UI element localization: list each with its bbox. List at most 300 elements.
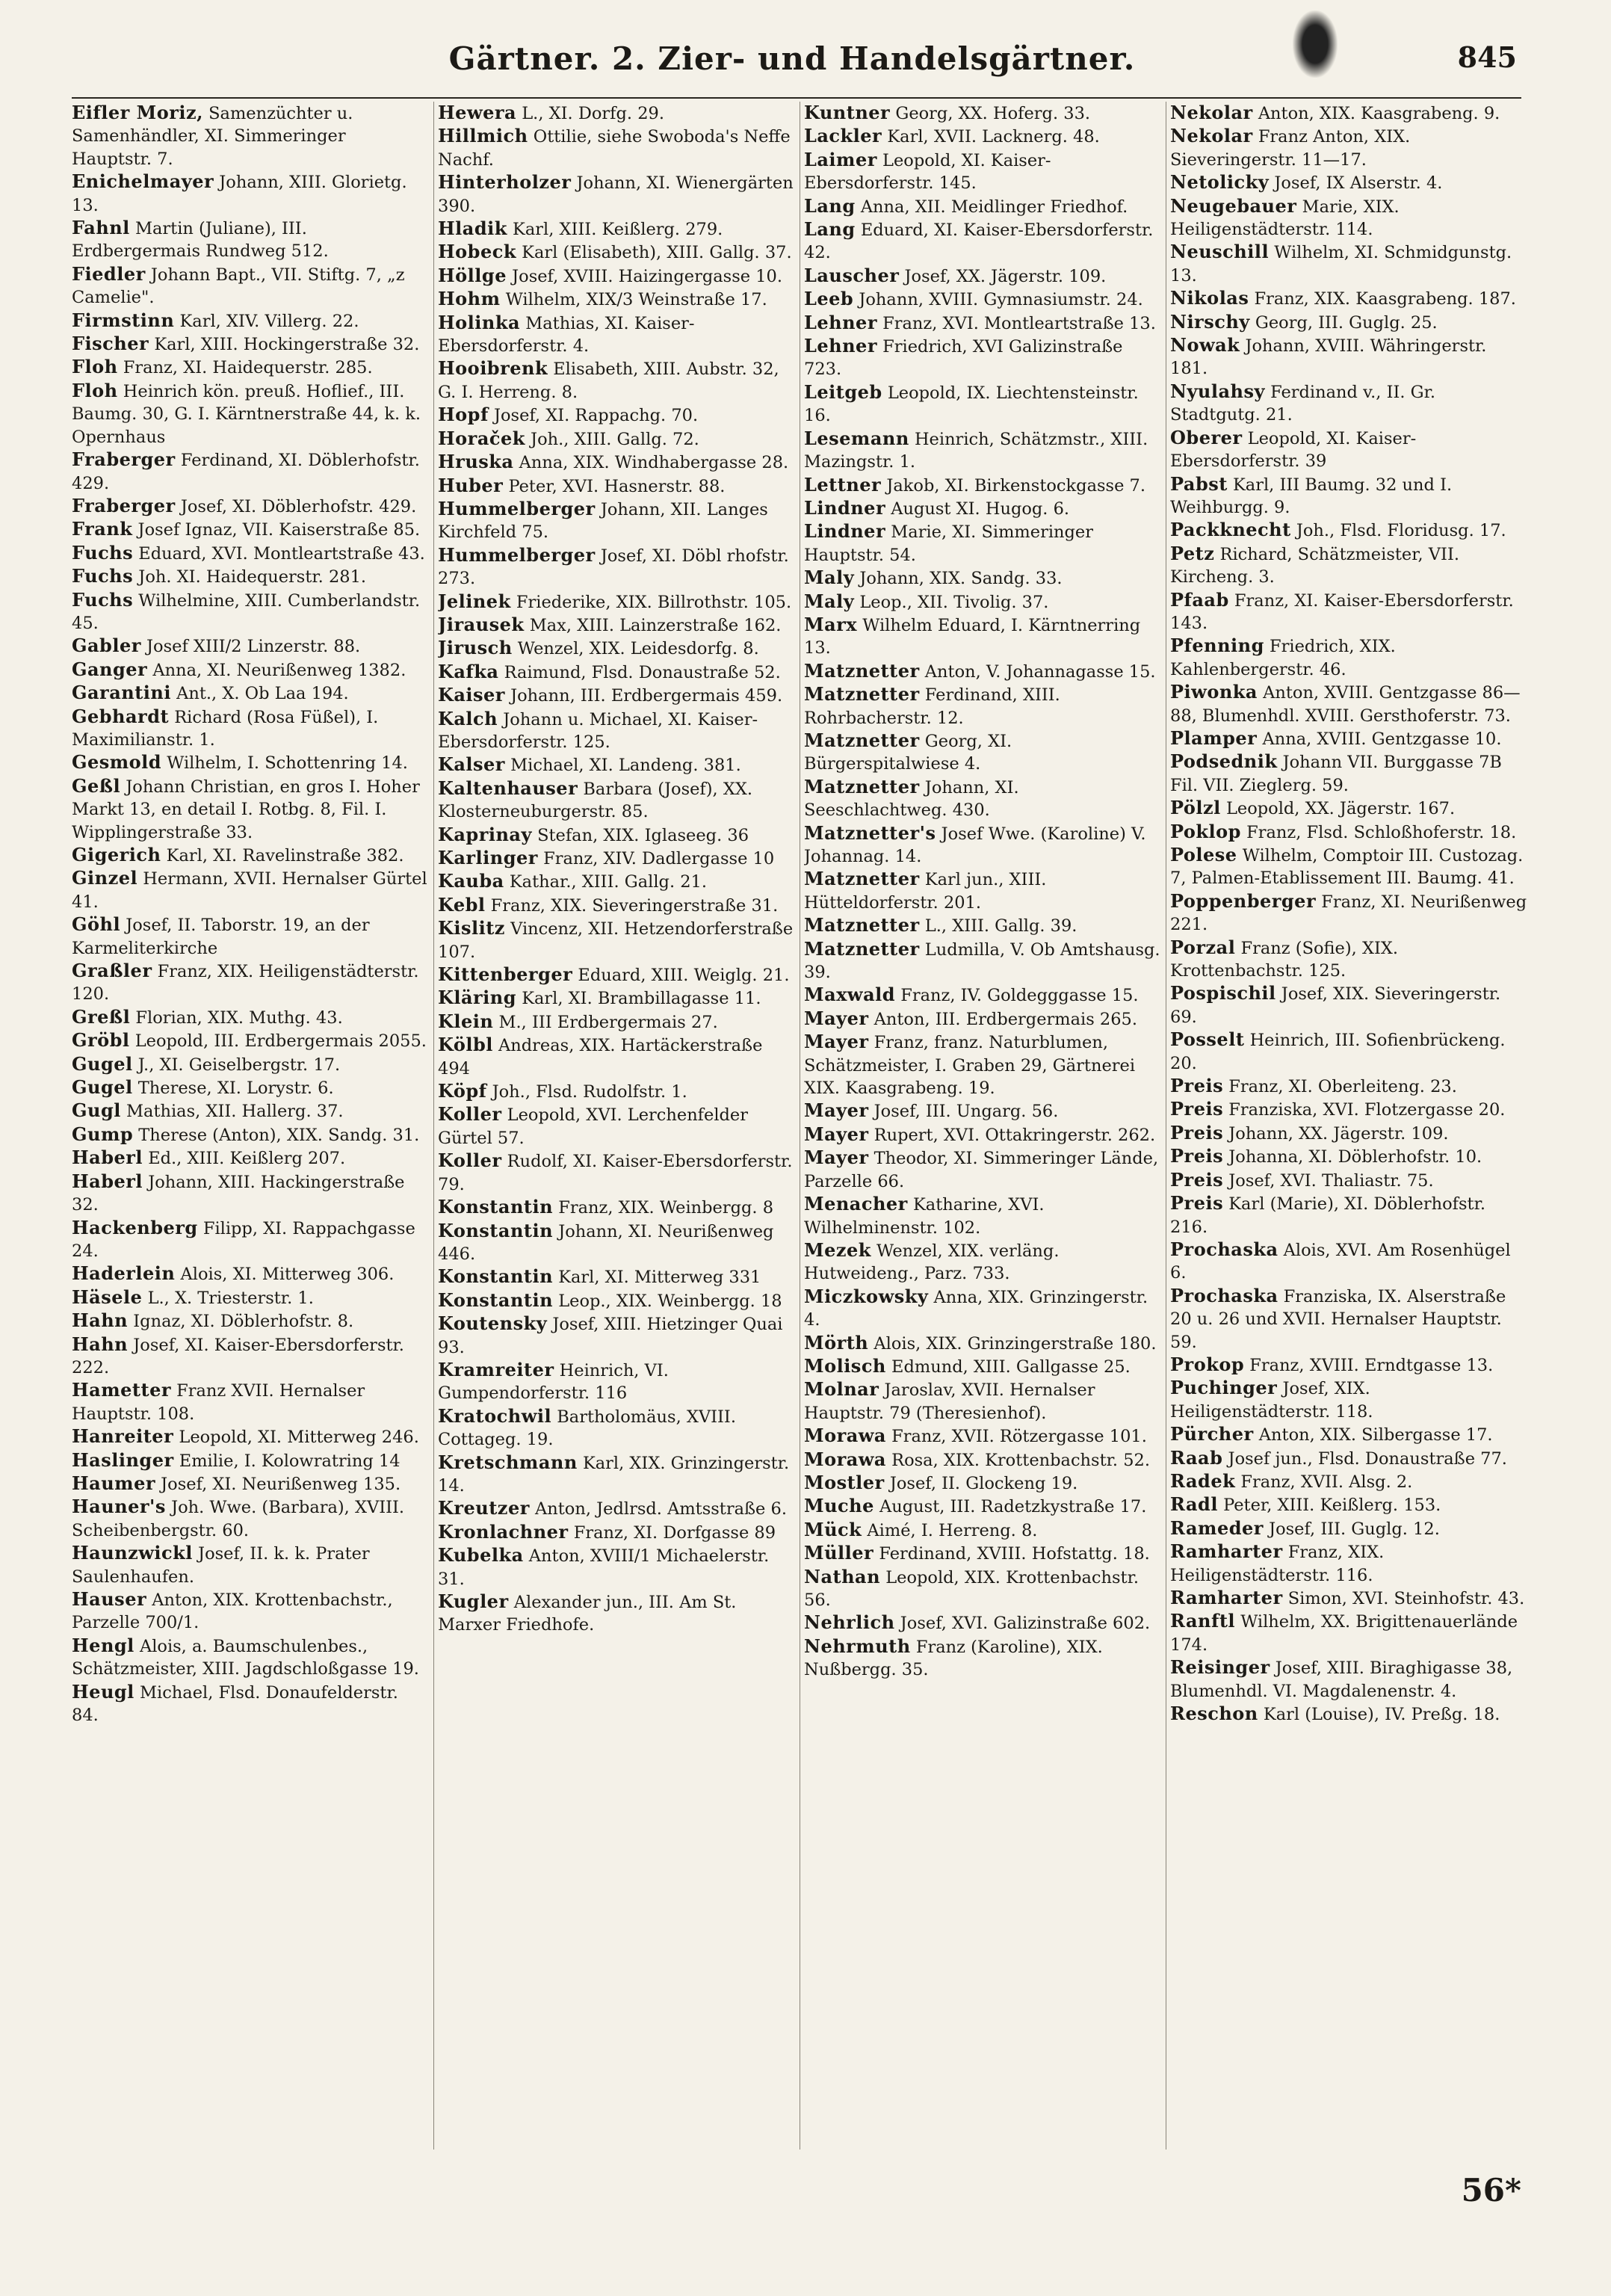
entry-name: Preis bbox=[1170, 1075, 1224, 1097]
directory-entry bbox=[438, 963, 795, 987]
directory-entry bbox=[804, 1519, 1161, 1542]
directory-entry bbox=[1170, 427, 1527, 473]
entry-details: Franz, XVI. Montleartstraße 13. bbox=[882, 313, 1156, 333]
entry-name: Fuchs bbox=[72, 588, 134, 611]
entry-name: Hruska bbox=[438, 451, 514, 473]
entry-details: Anna, XI. Neurißenweg 1382. bbox=[152, 660, 406, 680]
entry-name: Kretschmann bbox=[438, 1451, 578, 1473]
entry-name: Mezek bbox=[804, 1238, 871, 1261]
directory-entry bbox=[1170, 1028, 1527, 1075]
entry-details: Franz, XVII. Alsg. 2. bbox=[1240, 1472, 1413, 1492]
entry-name: Enichelmayer bbox=[72, 170, 214, 193]
entry-name: Mostler bbox=[804, 1471, 885, 1493]
entry-name: Petz bbox=[1170, 542, 1215, 564]
entry-details: Josef, XVI. Galizinstraße 602. bbox=[900, 1614, 1151, 1634]
entry-name: Hahn bbox=[72, 1333, 129, 1355]
entry-details: Johann, XI. Seeschlachtweg. 430. bbox=[804, 777, 1019, 821]
entry-details: Elisabeth, XIII. Aubstr. 32, G. I. Herreng. 8. bbox=[438, 359, 779, 402]
directory-entry bbox=[804, 1635, 1161, 1682]
entry-name: Prokop bbox=[1170, 1353, 1245, 1375]
entry-name: Pabst bbox=[1170, 472, 1228, 495]
entry-name: Konstantin bbox=[438, 1196, 554, 1218]
entry-name: Reisinger bbox=[1170, 1656, 1270, 1679]
entry-name: Kaltenhauser bbox=[438, 777, 578, 799]
entry-name: Netolicky bbox=[1170, 171, 1270, 194]
entry-details: Alois, XVI. Am Rosenhügel 6. bbox=[1170, 1240, 1511, 1283]
entry-name: Menacher bbox=[804, 1193, 908, 1215]
entry-details: Josef, XVI. Thaliastr. 75. bbox=[1228, 1170, 1434, 1191]
directory-entry bbox=[438, 451, 795, 474]
directory-entry bbox=[438, 1312, 795, 1359]
entry-name: Lackler bbox=[804, 125, 882, 147]
entry-details: Max, XIII. Lainzerstraße 162. bbox=[529, 615, 782, 635]
entry-name: Preis bbox=[1170, 1098, 1224, 1120]
directory-entry bbox=[438, 1034, 795, 1080]
directory-entry bbox=[438, 777, 795, 824]
directory-entry bbox=[438, 590, 795, 614]
directory-entry bbox=[438, 1451, 795, 1498]
directory-entry bbox=[804, 567, 1161, 590]
directory-entry bbox=[1170, 1238, 1527, 1285]
directory-entry bbox=[438, 1265, 795, 1289]
entry-details: Franz, XVII. Rötzergasse 101. bbox=[891, 1427, 1147, 1447]
entry-name: Eifler Moriz, bbox=[72, 102, 203, 123]
directory-entry bbox=[1170, 936, 1527, 983]
directory-entry bbox=[438, 1220, 795, 1266]
entry-name: Kubelka bbox=[438, 1544, 524, 1567]
page-title: Gärtner. 2. Zier- und Handelsgärtner. bbox=[448, 40, 1136, 77]
directory-entry bbox=[72, 1170, 429, 1217]
directory-entry bbox=[72, 867, 429, 913]
entry-details: Wilhelm, XIX/3 Weinstraße 17. bbox=[505, 290, 767, 310]
entry-name: Horaček bbox=[438, 427, 525, 449]
entry-details: Kathar., XIII. Gallg. 21. bbox=[509, 872, 708, 892]
entry-name: Mayer bbox=[804, 1099, 869, 1122]
directory-entry bbox=[804, 984, 1161, 1007]
directory-entry bbox=[1170, 1470, 1527, 1493]
directory-entry bbox=[72, 913, 429, 960]
entry-name: Kittenberger bbox=[438, 963, 573, 986]
directory-entry bbox=[804, 1193, 1161, 1239]
entry-details: Friedrich, XIX. Kahlenbergerstr. 46. bbox=[1170, 637, 1396, 679]
entry-name: Floh bbox=[72, 356, 118, 378]
entry-name: Gebhardt bbox=[72, 705, 170, 727]
entry-details: Franziska, IX. Alserstraße 20 u. 26 und XVII. Hernalser Hauptstr. 59. bbox=[1170, 1286, 1506, 1352]
entry-details: Josef, III. Guglg. 12. bbox=[1269, 1519, 1440, 1539]
column-divider bbox=[433, 102, 434, 2150]
directory-entry bbox=[804, 312, 1161, 335]
entry-details: Friedrich, XVI Galizinstraße 723. bbox=[804, 337, 1123, 380]
entry-name: Lehner bbox=[804, 311, 877, 333]
entry-name: Holinka bbox=[438, 311, 521, 333]
entry-details: Anna, XII. Meidlinger Friedhof. bbox=[860, 197, 1128, 217]
entry-details: Alois, XIX. Grinzingerstraße 180. bbox=[873, 1333, 1157, 1354]
entry-name: Kuntner bbox=[804, 102, 891, 123]
directory-entry bbox=[804, 1355, 1161, 1378]
entry-name: Lettner bbox=[804, 473, 882, 496]
directory-entry bbox=[438, 1590, 795, 1637]
directory-entry bbox=[438, 288, 795, 311]
entry-name: Gugel bbox=[72, 1052, 133, 1075]
entry-name: Prochaska bbox=[1170, 1238, 1278, 1260]
entry-name: Hametter bbox=[72, 1379, 171, 1401]
entry-details: Franz, XIX. Kaasgrabeng. 187. bbox=[1254, 289, 1516, 309]
directory-entry bbox=[1170, 1447, 1527, 1470]
entry-details: Alois, XI. Mitterweg 306. bbox=[180, 1265, 395, 1285]
directory-entry bbox=[438, 987, 795, 1010]
directory-entry bbox=[1170, 1377, 1527, 1423]
entry-name: Podsednik bbox=[1170, 750, 1278, 773]
directory-entry bbox=[1170, 171, 1527, 194]
entry-name: Fischer bbox=[72, 333, 149, 355]
entry-name: Haumer bbox=[72, 1472, 155, 1494]
entry-details: Eduard, XI. Kaiser-Ebersdorferstr. 42. bbox=[804, 220, 1154, 263]
entry-name: Matznetter bbox=[804, 868, 920, 890]
directory-entry bbox=[804, 1472, 1161, 1495]
entry-name: Leitgeb bbox=[804, 380, 882, 403]
entry-name: Nathan bbox=[804, 1565, 881, 1587]
entry-name: Pürcher bbox=[1170, 1423, 1254, 1445]
directory-entry bbox=[438, 428, 795, 451]
directory-entry bbox=[72, 1425, 429, 1448]
entry-name: Leeb bbox=[804, 288, 854, 310]
entry-name: Haberl bbox=[72, 1147, 143, 1169]
directory-entry bbox=[72, 217, 429, 263]
entry-name: Gigerich bbox=[72, 844, 161, 865]
entry-name: Hinterholzer bbox=[438, 171, 572, 194]
directory-entry bbox=[1170, 1285, 1527, 1354]
directory-entry bbox=[72, 706, 429, 752]
entry-details: Anton, XVIII/1 Michaelerstr. 31. bbox=[438, 1546, 770, 1589]
entry-name: Karlinger bbox=[438, 847, 538, 868]
directory-entry bbox=[804, 335, 1161, 381]
entry-name: Kugler bbox=[438, 1590, 509, 1612]
directory-entry bbox=[438, 1521, 795, 1544]
entry-details: Ferdinand, XIII. Rohrbacherstr. 12. bbox=[804, 685, 1060, 728]
entry-details: Josef, XI. Neurißenweg 135. bbox=[161, 1474, 401, 1494]
directory-entry bbox=[438, 847, 795, 870]
entry-details: L., XIII. Gallg. 39. bbox=[924, 916, 1077, 936]
entry-details: Therese (Anton), XIX. Sandg. 31. bbox=[138, 1125, 420, 1145]
entry-name: Höllge bbox=[438, 264, 507, 286]
entry-name: Hobeck bbox=[438, 241, 516, 263]
entry-details: J., XI. Geiselbergstr. 17. bbox=[137, 1055, 341, 1075]
entry-details: Michael, XI. Landeng. 381. bbox=[510, 756, 741, 776]
entry-details: Wenzel, XIX. Leidesdorfg. 8. bbox=[517, 639, 759, 659]
entry-name: Gugl bbox=[72, 1099, 121, 1122]
entry-details: Ignaz, XI. Döblerhofstr. 8. bbox=[133, 1312, 354, 1332]
entry-details: Josef, XVIII. Haizingergasse 10. bbox=[512, 266, 783, 286]
directory-entry bbox=[72, 356, 429, 379]
entry-name: Nyulahsy bbox=[1170, 380, 1265, 402]
entry-details: Johann, XI. Neurißenweg 446. bbox=[438, 1221, 774, 1264]
directory-entry bbox=[72, 1309, 429, 1333]
entry-name: Matznetter bbox=[804, 775, 920, 797]
entry-name: Prochaska bbox=[1170, 1284, 1278, 1306]
entry-name: Lindner bbox=[804, 496, 886, 519]
entry-name: Nehrlich bbox=[804, 1611, 895, 1634]
directory-columns bbox=[72, 102, 1527, 2150]
entry-details: Marie, XI. Simmeringer Hauptstr. 54. bbox=[804, 522, 1093, 565]
directory-entry bbox=[1170, 241, 1527, 287]
entry-name: Pfenning bbox=[1170, 635, 1264, 657]
directory-entry bbox=[438, 171, 795, 217]
entry-details: Wenzel, XIX. verläng. Hutweideng., Parz. 733. bbox=[804, 1241, 1060, 1284]
entry-name: Preis bbox=[1170, 1121, 1224, 1144]
directory-entry bbox=[438, 357, 795, 404]
directory-entry bbox=[804, 868, 1161, 914]
directory-entry bbox=[804, 1031, 1161, 1099]
entry-details: Marie, XIX. Heiligenstädterstr. 114. bbox=[1170, 197, 1400, 240]
directory-entry bbox=[438, 1405, 795, 1451]
entry-details: Karl (Louise), IV. Preßg. 18. bbox=[1263, 1705, 1500, 1725]
entry-details: Franz, XI. Haidequerstr. 285. bbox=[123, 358, 373, 378]
directory-entry bbox=[804, 1425, 1161, 1448]
entry-details: Joh., XIII. Gallg. 72. bbox=[531, 429, 699, 449]
entry-details: August, III. Radetzkystraße 17. bbox=[879, 1497, 1147, 1517]
entry-details: Anton, XVIII. Gentzgasse 86—88, Blumenhdl. XVIII. Gersthoferstr. 73. bbox=[1170, 683, 1521, 726]
entry-details: Franz, franz. Naturblumen, Schätzmeister, I. Graben 29, Gärtnerei XIX. Kaasgrabeng. 19. bbox=[804, 1033, 1136, 1099]
entry-details: Anton, XIX. Kaasgrabeng. 9. bbox=[1258, 104, 1500, 123]
entry-details: Jaroslav, XVII. Hernalser Hauptstr. 79 (Theresienhof). bbox=[804, 1380, 1095, 1423]
entry-name: Fuchs bbox=[72, 541, 134, 564]
entry-details: L., XI. Dorfg. 29. bbox=[522, 104, 665, 123]
entry-details: Hermann, XVII. Hernalser Gürtel 41. bbox=[72, 869, 427, 912]
entry-name: Kaprinay bbox=[438, 823, 532, 845]
entry-name: Hummelberger bbox=[438, 497, 596, 519]
entry-name: Hillmich bbox=[438, 125, 528, 147]
directory-entry bbox=[1170, 681, 1527, 727]
entry-name: Kramreiter bbox=[438, 1358, 554, 1380]
directory-entry bbox=[1170, 1354, 1527, 1377]
directory-entry bbox=[438, 498, 795, 544]
entry-details: Stefan, XIX. Iglaseeg. 36 bbox=[537, 825, 749, 845]
entry-name: Lesemann bbox=[804, 427, 909, 449]
entry-name: Kreutzer bbox=[438, 1497, 530, 1519]
entry-name: Kläring bbox=[438, 987, 517, 1009]
entry-details: Leop., XIX. Weinbergg. 18 bbox=[558, 1291, 782, 1311]
directory-entry bbox=[438, 1149, 795, 1196]
directory-entry bbox=[438, 708, 795, 754]
entry-name: Graßler bbox=[72, 960, 152, 982]
directory-entry bbox=[72, 542, 429, 565]
directory-entry bbox=[438, 1289, 795, 1312]
directory-entry bbox=[1170, 750, 1527, 797]
directory-entry bbox=[72, 1379, 429, 1425]
directory-entry bbox=[804, 729, 1161, 776]
directory-entry bbox=[804, 1007, 1161, 1031]
directory-entry bbox=[1170, 519, 1527, 542]
directory-entry bbox=[1170, 543, 1527, 589]
entry-name: Nekolar bbox=[1170, 125, 1253, 147]
entry-details: Josef XIII/2 Linzerstr. 88. bbox=[146, 637, 361, 657]
directory-entry bbox=[72, 658, 429, 682]
entry-name: Hewera bbox=[438, 102, 517, 123]
directory-entry bbox=[804, 1611, 1161, 1635]
directory-entry bbox=[1170, 890, 1527, 936]
entry-details: Josef, II. k. k. Prater Saulenhaufen. bbox=[72, 1544, 370, 1587]
entry-name: Morawa bbox=[804, 1425, 886, 1447]
entry-details: Johann u. Michael, XI. Kaiser-Ebersdorferstr. 125. bbox=[438, 709, 758, 752]
entry-details: Leopold, III. Erdbergermais 2055. bbox=[134, 1031, 427, 1052]
entry-details: Rosa, XIX. Krottenbachstr. 52. bbox=[891, 1450, 1150, 1470]
entry-name: Hopf bbox=[438, 404, 489, 426]
directory-entry bbox=[438, 475, 795, 498]
entry-details: Joh., Flsd. Floridusg. 17. bbox=[1296, 521, 1506, 541]
directory-entry bbox=[804, 474, 1161, 497]
directory-entry bbox=[72, 960, 429, 1006]
directory-entry bbox=[1170, 1610, 1527, 1656]
entry-name: Pfaab bbox=[1170, 588, 1229, 611]
entry-name: Köpf bbox=[438, 1080, 487, 1102]
directory-entry bbox=[1170, 1493, 1527, 1516]
entry-name: Kebl bbox=[438, 893, 486, 916]
entry-details: Leopold, XIX. Krottenbachstr. 56. bbox=[804, 1567, 1140, 1610]
entry-name: Fahnl bbox=[72, 217, 130, 239]
directory-entry bbox=[1170, 1122, 1527, 1145]
entry-name: Jirusch bbox=[438, 637, 513, 659]
entry-details: M., III Erdbergermais 27. bbox=[498, 1012, 718, 1032]
entry-name: Kislitz bbox=[438, 917, 505, 939]
entry-name: Kratochwil bbox=[438, 1404, 552, 1427]
entry-details: Josef Wwe. (Karoline) V. Johannag. 14. bbox=[804, 824, 1146, 866]
entry-details: Alois, a. Baumschulenbes., Schätzmeister, XIII. Jagdschloßgasse 19. bbox=[72, 1636, 419, 1679]
directory-entry bbox=[1170, 1423, 1527, 1446]
entry-name: Floh bbox=[72, 379, 118, 401]
entry-name: Konstantin bbox=[438, 1265, 554, 1288]
entry-details: Anna, XIX. Grinzingerstr. 4. bbox=[804, 1287, 1148, 1330]
directory-entry bbox=[72, 1262, 429, 1286]
entry-details: Johann, XI. Wienergärten 390. bbox=[438, 173, 794, 216]
directory-entry bbox=[1170, 635, 1527, 681]
entry-name: Haslinger bbox=[72, 1448, 174, 1471]
entry-details: Richard, Schätzmeister, VII. Kircheng. 3. bbox=[1170, 544, 1459, 587]
entry-details: Franz, XIX. Heiligenstädterstr. 116. bbox=[1170, 1543, 1385, 1585]
entry-name: Garantini bbox=[72, 682, 171, 704]
directory-entry bbox=[438, 125, 795, 171]
entry-name: Puchinger bbox=[1170, 1377, 1278, 1399]
entry-name: Koutensky bbox=[438, 1312, 548, 1335]
entry-details: Leopold, XVI. Lerchenfelder Gürtel 57. bbox=[438, 1105, 748, 1148]
directory-entry bbox=[1170, 821, 1527, 844]
entry-details: Franz (Sofie), XIX. Krottenbachstr. 125. bbox=[1170, 938, 1399, 981]
directory-entry bbox=[438, 1544, 795, 1590]
entry-details: Karl, XIV. Villerg. 22. bbox=[179, 311, 359, 331]
entry-details: Eduard, XVI. Montleartstraße 43. bbox=[138, 543, 425, 564]
entry-name: Hummelberger bbox=[438, 543, 596, 566]
directory-entry bbox=[72, 1681, 429, 1727]
entry-name: Maly bbox=[804, 590, 855, 612]
directory-entry bbox=[804, 1448, 1161, 1472]
entry-details: Josef, XX. Jägerstr. 109. bbox=[904, 266, 1107, 286]
directory-entry bbox=[72, 1286, 429, 1309]
entry-name: Gröbl bbox=[72, 1029, 130, 1052]
entry-name: Poppenberger bbox=[1170, 889, 1317, 912]
entry-name: Mayer bbox=[804, 1147, 869, 1169]
entry-name: Hengl bbox=[72, 1634, 134, 1656]
entry-details: Josef, II. Glockeng 19. bbox=[889, 1473, 1078, 1493]
directory-entry bbox=[72, 1076, 429, 1099]
entry-details: Franz XVII. Hernalser Hauptstr. 108. bbox=[72, 1381, 365, 1424]
directory-entry bbox=[1170, 1192, 1527, 1238]
entry-name: Marx bbox=[804, 613, 858, 635]
entry-name: Geßl bbox=[72, 774, 121, 797]
entry-name: Maly bbox=[804, 567, 855, 589]
entry-details: Richard (Rosa Füßel), I. Maximilianstr. 1. bbox=[72, 707, 379, 750]
entry-name: Preis bbox=[1170, 1145, 1224, 1167]
entry-details: Karl jun., XIII. Hütteldorferstr. 201. bbox=[804, 870, 1047, 913]
directory-entry bbox=[72, 1006, 429, 1029]
entry-details: Raimund, Flsd. Donaustraße 52. bbox=[504, 662, 781, 682]
entry-name: Raab bbox=[1170, 1446, 1223, 1469]
directory-entry bbox=[72, 333, 429, 356]
entry-details: Anna, XVIII. Gentzgasse 10. bbox=[1262, 729, 1502, 749]
entry-details: Ludmilla, V. Ob Amtshausg. 39. bbox=[804, 939, 1160, 983]
directory-entry bbox=[438, 1497, 795, 1520]
entry-name: Greßl bbox=[72, 1005, 131, 1028]
entry-name: Kaiser bbox=[438, 684, 505, 706]
entry-name: Nekolar bbox=[1170, 102, 1253, 123]
page-number: 845 bbox=[1457, 40, 1517, 74]
entry-name: Miczkowsky bbox=[804, 1285, 929, 1307]
entry-name: Göhl bbox=[72, 913, 121, 936]
directory-entry bbox=[438, 241, 795, 264]
entry-details: Ottilie, siehe Swoboda's Neffe Nachf. bbox=[438, 127, 791, 170]
entry-name: Radek bbox=[1170, 1469, 1236, 1492]
entry-name: Mayer bbox=[804, 1123, 869, 1145]
entry-name: Kauba bbox=[438, 870, 504, 892]
entry-details: Rudolf, XI. Kaiser-Ebersdorferstr. 79. bbox=[438, 1152, 793, 1194]
entry-name: Mayer bbox=[804, 1007, 869, 1029]
entry-name: Nowak bbox=[1170, 334, 1240, 357]
entry-details: Leopold, XX. Jägerstr. 167. bbox=[1225, 799, 1456, 819]
entry-details: Heinrich, VI. Gumpendorferstr. 116 bbox=[438, 1360, 669, 1404]
entry-details: Leop., XII. Tivolig. 37. bbox=[859, 592, 1049, 612]
directory-entry bbox=[72, 1588, 429, 1635]
directory-entry bbox=[804, 265, 1161, 288]
directory-entry bbox=[804, 428, 1161, 474]
column-4 bbox=[1170, 102, 1527, 2150]
entry-details: Josef, III. Ungarg. 56. bbox=[873, 1102, 1059, 1122]
entry-details: Aimé, I. Herreng. 8. bbox=[867, 1520, 1038, 1540]
entry-name: Lang bbox=[804, 194, 856, 217]
entry-details: Franz, XI. Neurißenweg 221. bbox=[1170, 892, 1527, 935]
entry-details: Johann Christian, en gros I. Hoher Markt 13, en detail I. Rotbg. 8, Fil. I. Wipplingerstraße 33. bbox=[72, 777, 420, 842]
entry-name: Poklop bbox=[1170, 820, 1241, 842]
entry-details: Karl, XIII. Keißlerg. 279. bbox=[513, 220, 723, 240]
directory-entry bbox=[438, 917, 795, 963]
entry-name: Nikolas bbox=[1170, 287, 1249, 309]
directory-entry bbox=[804, 776, 1161, 822]
entry-details: Martin (Juliane), III. Erdbergermais Rundweg 512. bbox=[72, 219, 329, 262]
directory-entry bbox=[1170, 1098, 1527, 1121]
directory-entry bbox=[72, 565, 429, 588]
column-2 bbox=[438, 102, 795, 2150]
entry-name: Ramharter bbox=[1170, 1540, 1283, 1563]
directory-entry bbox=[804, 1123, 1161, 1147]
entry-details: Heinrich, III. Sofienbrückeng. 20. bbox=[1170, 1031, 1506, 1073]
directory-entry bbox=[1170, 1540, 1527, 1587]
entry-name: Huber bbox=[438, 474, 504, 496]
entry-details: August XI. Hugog. 6. bbox=[891, 499, 1070, 519]
entry-name: Lehner bbox=[804, 335, 877, 357]
entry-details: Franz, XI. Oberleiteng. 23. bbox=[1228, 1077, 1457, 1097]
directory-entry bbox=[1170, 844, 1527, 890]
entry-details: Johann Bapt., VII. Stiftg. 7, „z Camelie". bbox=[72, 265, 405, 308]
directory-entry bbox=[1170, 1517, 1527, 1540]
entry-details: Florian, XIX. Muthg. 43. bbox=[135, 1007, 343, 1028]
directory-entry bbox=[1170, 125, 1527, 171]
